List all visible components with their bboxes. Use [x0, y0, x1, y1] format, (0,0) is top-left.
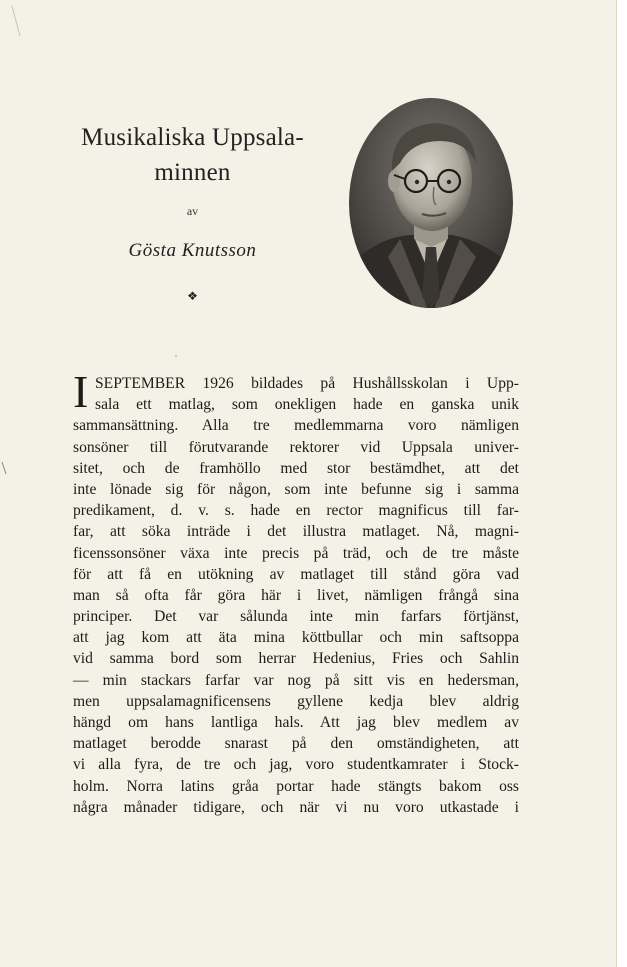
text-line: holm. Norra latins gråa portar hade stängts bakom oss [73, 777, 519, 795]
page-edge [616, 0, 627, 967]
drop-cap: I [73, 366, 89, 417]
text-line: ficenssonsöner växa inte precis på träd, och de tre måste [73, 544, 519, 562]
text-line: vi alla fyra, de tre och jag, voro studentkamrater i Stock- [73, 756, 519, 774]
text-line: sitet, och de framhöllo med stor bestämdhet, att det [73, 459, 519, 477]
text-line: far, att söka inträde i det illustra matlaget. Nå, magni- [73, 523, 519, 541]
text-line: SEPTEMBER 1926 bildades på Hushållsskolan i Upp- [95, 375, 519, 392]
text-line: sammansättning. Alla tre medlemmarna voro nämligen [73, 417, 519, 435]
text-line: men uppsalamagnificensens gyllene kedja blev aldrig [73, 692, 519, 710]
text-line: inte lönade sig för någon, som inte befunne sig i samma [73, 480, 519, 498]
byline: av [186, 204, 199, 218]
text-line: sala ett matlag, som onekligen hade en ganska unik [95, 396, 519, 414]
text-line: några månader tidigare, och när vi nu voro utkastade i [73, 798, 519, 816]
text-line: matlaget berodde snarast på den omständigheten, att [73, 735, 519, 753]
text-line: — min stackars farfar var nog på sitt vis en hedersman, [73, 671, 519, 689]
body-text [73, 373, 519, 818]
article-title-line-2: minnen [154, 159, 231, 186]
portrait-photo-icon [348, 97, 514, 309]
text-line: att jag kom att äta mina köttbullar och min saftsoppa [73, 629, 519, 647]
text-line: man så ofta får göra här i livet, nämligen frångå sina [73, 586, 519, 604]
text-line: för att få en utökning av matlaget till stånd göra vad [73, 565, 519, 583]
text-line: predikament, d. v. s. hade en rector magnificus till far- [73, 502, 519, 520]
ornament-icon: ❖ [187, 289, 198, 303]
text-line: vid samma bord som herrar Hedenius, Fries och Sahlin [73, 650, 519, 668]
text-line: hängd om hans lantliga hals. Att jag blev medlem av [73, 714, 519, 731]
text-line: sonsöner till förutvarande rektorer vid Uppsala univer- [73, 438, 519, 456]
article-title-line-1: Musikaliska Uppsala- [81, 124, 304, 151]
author-name: Gösta Knutsson [128, 240, 257, 261]
text-line: principer. Det var sålunda inte min farfars förtjänst, [73, 608, 519, 626]
